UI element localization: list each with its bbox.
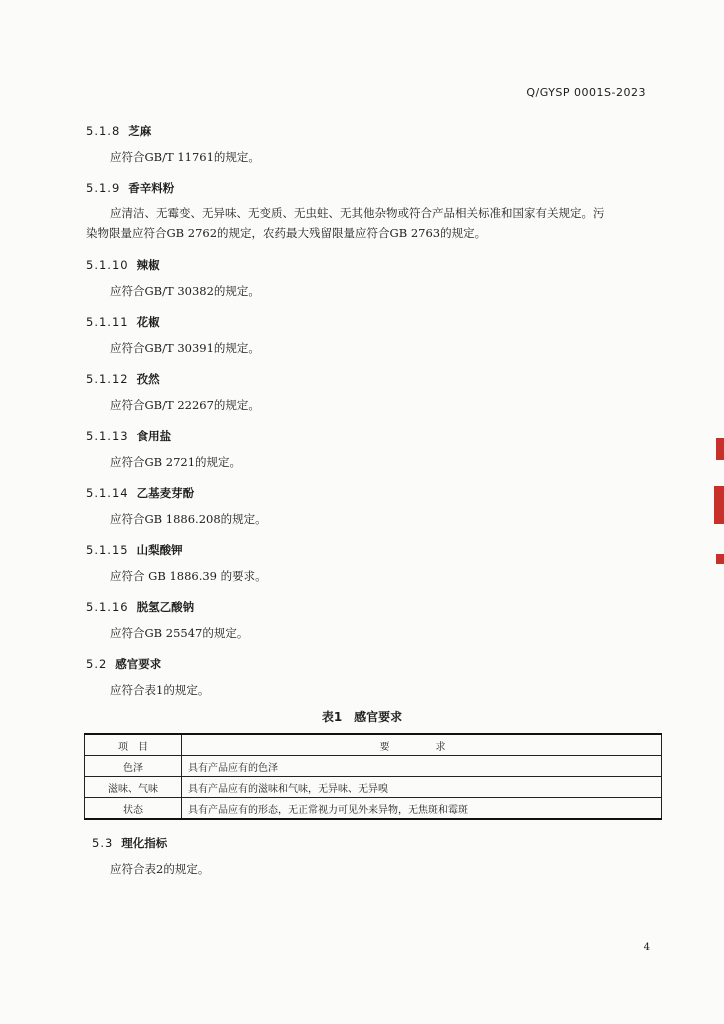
edge-stamp-mark (716, 554, 724, 564)
section-number: 5.1.11 (86, 315, 129, 329)
section-number: 5.2 (86, 657, 108, 671)
section-title: 脱氢乙酸钠 (136, 600, 195, 614)
section-number: 5.1.14 (86, 486, 129, 500)
page-number: 4 (643, 942, 650, 953)
table-cell-requirement: 具有产品应有的形态，无正常视力可见外来异物，无焦斑和霉斑 (182, 798, 662, 820)
section-text-5-1-10: 应符合GB/T 30382的规定。 (110, 284, 260, 298)
section-heading-5-1-12 (86, 371, 160, 387)
section-text-5-3: 应符合表2的规定。 (110, 862, 210, 876)
section-text-5-1-16: 应符合GB 25547的规定。 (110, 626, 249, 640)
document-code: Q/GYSP 0001S-2023 (526, 86, 646, 99)
table-row (85, 798, 662, 820)
table-cell-item: 色泽 (85, 756, 182, 777)
section-heading-5-2 (86, 656, 161, 672)
section-heading-5-1-15 (86, 542, 183, 558)
section-text-5-1-11: 应符合GB/T 30391的规定。 (110, 341, 260, 355)
table-row (85, 777, 662, 798)
section-title: 山梨酸钾 (136, 543, 183, 557)
edge-stamp-mark (714, 486, 724, 524)
table-header-requirement: 要 求 (182, 734, 662, 756)
section-title: 孜然 (136, 372, 160, 386)
edge-stamp-mark (716, 438, 724, 460)
table-header-row (85, 734, 662, 756)
table-title: 表1 感官要求 (321, 710, 403, 724)
section-number: 5.1.13 (86, 429, 129, 443)
section-text-5-1-9-line2: 染物限量应符合GB 2762的规定，农药最大残留限量应符合GB 2763的规定。 (86, 226, 487, 240)
section-number: 5.1.8 (86, 124, 121, 138)
section-text-5-1-14: 应符合GB 1886.208的规定。 (110, 512, 267, 526)
section-title: 理化指标 (121, 836, 168, 850)
section-text-5-1-8: 应符合GB/T 11761的规定。 (110, 150, 260, 164)
section-title: 花椒 (136, 315, 160, 329)
sensory-requirements-table (84, 733, 662, 820)
section-title: 辣椒 (136, 258, 160, 272)
section-number: 5.3 (92, 836, 114, 850)
section-text-5-1-9-line1: 应清洁、无霉变、无异味、无变质、无虫蛀、无其他杂物或符合产品相关标准和国家有关规定。污 (110, 206, 605, 220)
section-heading-5-1-11 (86, 314, 160, 330)
section-heading-5-1-10 (86, 257, 160, 273)
section-text-5-1-13: 应符合GB 2721的规定。 (110, 455, 242, 469)
section-number: 5.1.12 (86, 372, 129, 386)
section-number: 5.1.10 (86, 258, 129, 272)
section-title: 香辛料粉 (128, 181, 175, 195)
table-cell-requirement: 具有产品应有的色泽 (182, 756, 662, 777)
section-title: 芝麻 (128, 124, 152, 138)
section-text-5-1-12: 应符合GB/T 22267的规定。 (110, 398, 260, 412)
section-title: 乙基麦芽酚 (136, 486, 195, 500)
section-heading-5-1-14 (86, 485, 194, 501)
table-cell-item: 状态 (85, 798, 182, 820)
section-heading-5-1-13 (86, 428, 171, 444)
section-title: 感官要求 (115, 657, 162, 671)
section-title: 食用盐 (136, 429, 172, 443)
section-heading-5-3 (92, 835, 167, 851)
section-heading-5-1-9 (86, 180, 174, 196)
section-text-5-1-15: 应符合 GB 1886.39 的要求。 (110, 569, 267, 583)
table-row (85, 756, 662, 777)
section-number: 5.1.15 (86, 543, 129, 557)
table-cell-item: 滋味、气味 (85, 777, 182, 798)
table-cell-requirement: 具有产品应有的滋味和气味，无异味、无异嗅 (182, 777, 662, 798)
table-header-item: 项 目 (85, 734, 182, 756)
section-text-5-2: 应符合表1的规定。 (110, 683, 210, 697)
section-heading-5-1-8 (86, 123, 151, 139)
section-number: 5.1.16 (86, 600, 129, 614)
section-number: 5.1.9 (86, 181, 121, 195)
section-heading-5-1-16 (86, 599, 194, 615)
